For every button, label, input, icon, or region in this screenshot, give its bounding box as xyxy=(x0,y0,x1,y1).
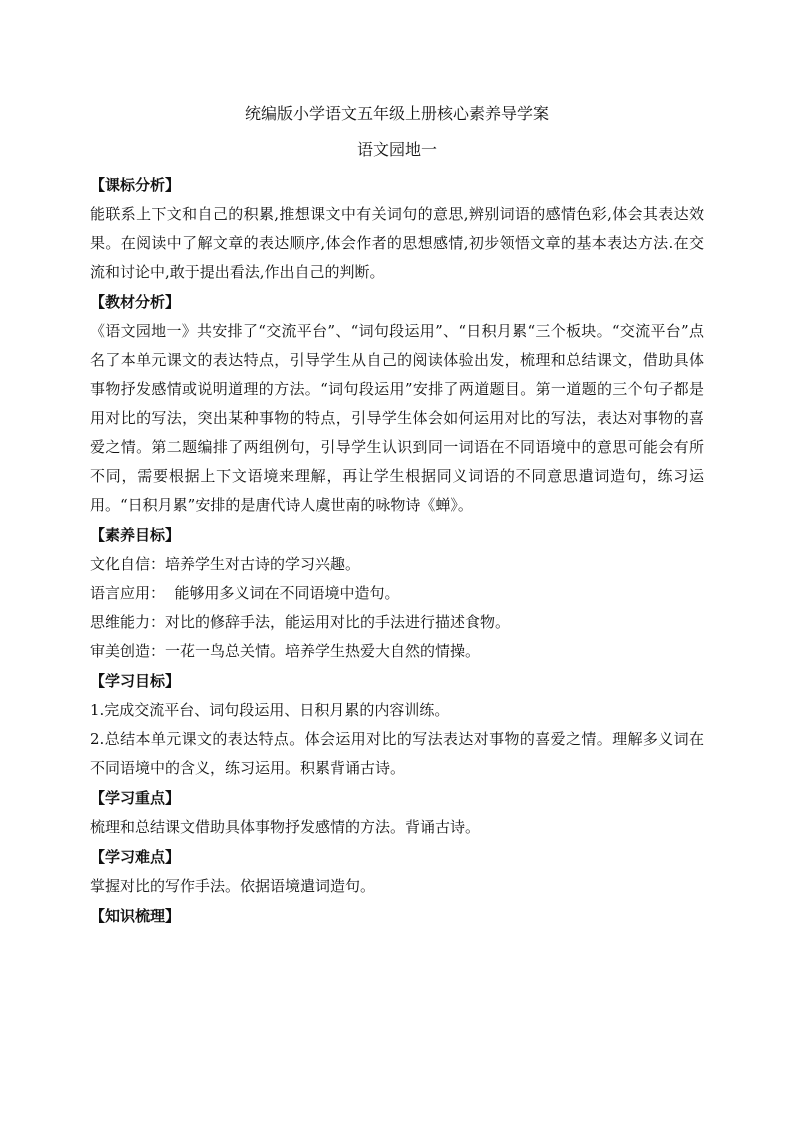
literacy-goal-aesthetic: 审美创造：一花一鸟总关情。培养学生热爱大自然的情操。 xyxy=(90,642,481,660)
textbook-analysis-text: 《语文园地一》共安排了“交流平台”、“词句段运用”、“日积月累“三个板块。“交流平台”点名了本单元课文的表达特点，引导学生从自己的阅读体验出发，梳理和总结课文，借助具体事物抒发感情或说明道理的方法。“词句段运用”安排了两道题目。第一道题的三个句子都是用对比的写法，突出某种事物的特点，引导学生体会如何运用对比的写法，表达对事物的喜爱之情。第二题编排了两组例句，引导学生认识到同一词语在不同语境中的意思可能会有所不同，需要根据上下文语境来理解，再让学生根据同义词语的不同意思遣词造句，练习运用。“日积月累”安排的是唐代诗人虞世南的咏物诗《蝉》。 xyxy=(90,322,704,514)
difficulties-text: 掌握对比的写作手法。依据语境遣词造句。 xyxy=(90,877,376,895)
section-heading-keypoints: 【学习重点】 xyxy=(90,789,181,807)
keypoints-text: 梳理和总结课文借助具体事物抒发感情的方法。背诵古诗。 xyxy=(90,818,481,836)
document-subtitle: 语文园地一 xyxy=(356,140,437,159)
section-heading-objectives: 【学习目标】 xyxy=(90,672,181,690)
section-heading-literacy: 【素养目标】 xyxy=(90,526,181,544)
curriculum-analysis-text: 能联系上下文和自己的积累,推想课文中有关词句的意思,辨别词语的感情色彩,体会其表达效果。在阅读中了解文章的表达顺序,体会作者的思想感情,初步领悟文章的基本表达方法.在交流和讨论中,敢于提出看法,作出自己的判断。 xyxy=(90,205,704,281)
page-content xyxy=(90,100,704,931)
section-heading-curriculum: 【课标分析】 xyxy=(90,176,181,194)
section-heading-textbook: 【教材分析】 xyxy=(90,293,181,311)
objective-item-1: 1.完成交流平台、词句段运用、日积月累的内容训练。 xyxy=(90,701,450,719)
literacy-goal-language: 语言应用： 能够用多义词在不同语境中造句。 xyxy=(90,584,400,602)
section-heading-knowledge: 【知识梳理】 xyxy=(90,907,181,925)
document-title: 统编版小学语文五年级上册核心素养导学案 xyxy=(244,104,549,123)
literacy-goal-thinking: 思维能力：对比的修辞手法，能运用对比的手法进行描述食物。 xyxy=(90,613,511,631)
literacy-goal-culture: 文化自信：培养学生对古诗的学习兴趣。 xyxy=(90,555,361,573)
section-heading-difficulties: 【学习难点】 xyxy=(90,848,181,866)
objective-item-2: 2.总结本单元课文的表达特点。体会运用对比的写法表达对事物的喜爱之情。理解多义词在不同语境中的含义，练习运用。积累背诵古诗。 xyxy=(90,730,704,777)
